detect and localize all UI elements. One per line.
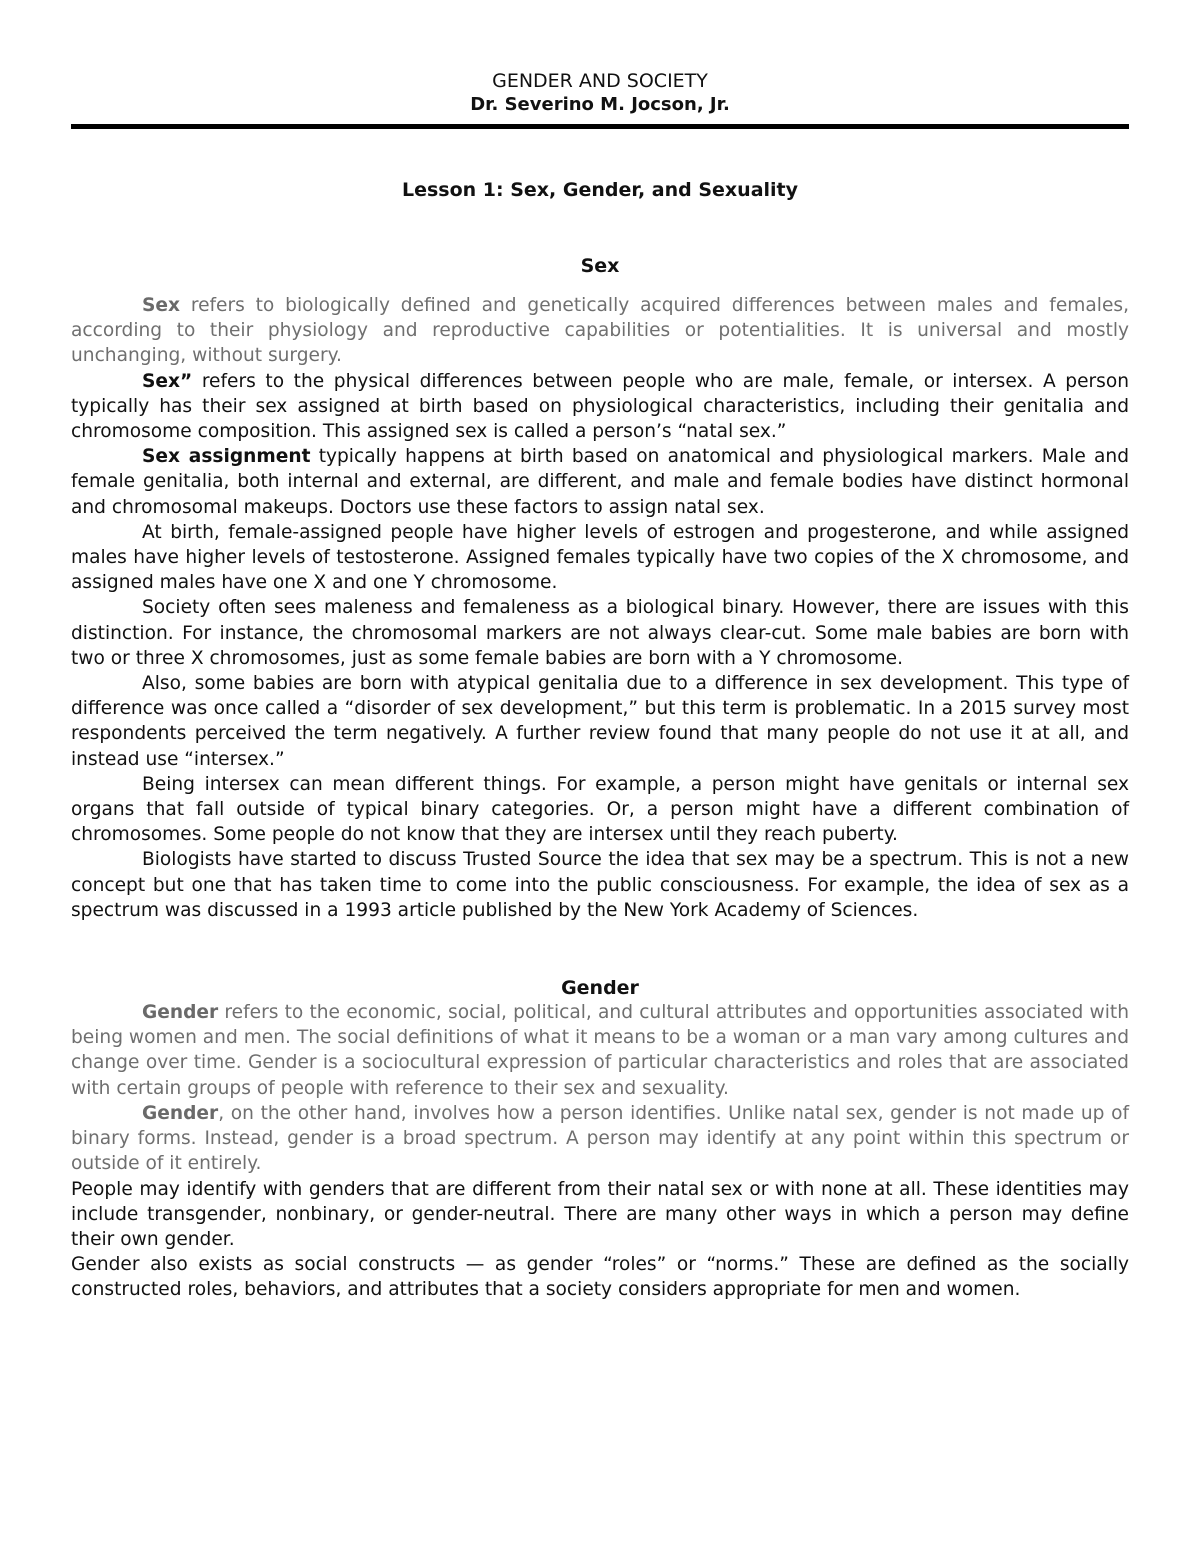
document-page (71, 70, 1129, 1303)
gender-paragraph-2: Gender, on the other hand, involves how a person identifies. Unlike natal sex, gender is not made up of binary forms. Instead, gender is a broad spectrum. A person may identify at any point within this spectrum or outside of it entirely. (71, 1102, 1129, 1175)
author-name: Dr. Severino M. Jocson, Jr. (470, 94, 730, 115)
sex-heading: Sex (580, 255, 620, 277)
sex-paragraph-7: Being intersex can mean different things. For example, a person might have genitals or internal sex organs that fall outside of typical binary categories. Or, a person might have a different combination of chromosomes. Some people do not know that they are intersex until they reach puberty. (71, 773, 1129, 846)
sex-paragraph-1: Sex refers to biologically defined and genetically acquired differences between males and females, according to their physiology and reproductive capabilities or potentialities. It is universal and mostly unchanging, without surgery. (71, 295, 1129, 367)
gender-paragraph-3: People may identify with genders that are different from their natal sex or with none at all. These identities may include transgender, nonbinary, or gender-neutral. There are many other ways in which a person may define their own gender. (71, 1178, 1129, 1250)
gender-heading: Gender (561, 977, 639, 1000)
sex-paragraph-5: Society often sees maleness and femaleness as a biological binary. However, there are issues with this distinction. For instance, the chromosomal markers are not always clear-cut. Some male babies are born with two or three X chromosomes, just as some female babies are born with a Y chromosome. (71, 597, 1129, 669)
header-rule (71, 124, 1129, 129)
sex-paragraph-6: Also, some babies are born with atypical genitalia due to a difference in sex development. This type of difference was once called a “disorder of sex development,” but this term is problematic. In a 2015 survey most respondents perceived the term negatively. A further review found that many people do not use it at all, and instead use “intersex.” (71, 673, 1129, 770)
sex-paragraph-3: Sex assignment typically happens at birth based on anatomical and physiological markers. Male and female genitalia, both internal and external, are different, and male and female bodies have distinct hormonal and chromosomal makeups. Doctors use these factors to assign natal sex. (71, 446, 1130, 518)
lesson-title: Lesson 1: Sex, Gender, and Sexuality (401, 179, 799, 201)
sex-paragraph-4: At birth, female-assigned people have higher levels of estrogen and progesterone, and while assigned males have higher levels of testosterone. Assigned females typically have two copies of the X chromosome, and assigned males have one X and one Y chromosome. (71, 521, 1129, 594)
gender-paragraph-1: Gender refers to the economic, social, political, and cultural attributes and opportunities associated with being women and men. The social definitions of what it means to be a woman or a man vary among cultures and change over time. Gender is a sociocultural expression of particular characteristics and roles that are associated with certain groups of people with reference to their sex and sexuality. (71, 1002, 1129, 1099)
sex-paragraph-2: Sex” refers to the physical differences between people who are male, female, or intersex. A person typically has their sex assigned at birth based on physiological characteristics, including their genitalia and chromosome composition. This assigned sex is called a person’s “natal sex.” (71, 370, 1129, 443)
course-title: GENDER AND SOCIETY (492, 70, 708, 92)
sex-paragraph-8: Biologists have started to discuss Trusted Source the idea that sex may be a spectrum. This is not a new concept but one that has taken time to come into the public consciousness. For example, the idea of sex as a spectrum was discussed in a 1993 article published by the New York Academy of Sciences. (71, 849, 1129, 921)
document-header (71, 70, 1129, 116)
gender-paragraph-4: Gender also exists as social constructs — as gender “roles” or “norms.” These are defined as the socially constructed roles, behaviors, and attributes that a society considers appropriate for men and women. (71, 1254, 1129, 1301)
